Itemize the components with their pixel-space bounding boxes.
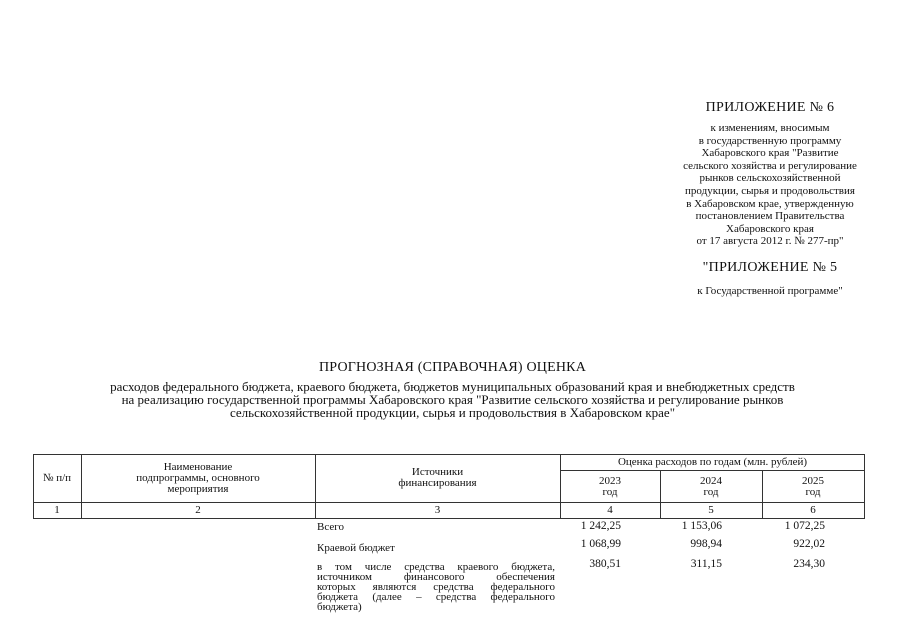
- annex-line: от 17 августа 2012 г. № 277-пр": [696, 235, 844, 248]
- estimate-table-header: [33, 454, 865, 519]
- header-source: [315, 462, 560, 494]
- annex-title: ПРИЛОЖЕНИЕ № 6: [705, 100, 835, 115]
- year-word: год: [602, 486, 618, 498]
- annex-line: в государственную программу: [698, 134, 842, 147]
- note-line: источником финансового обеспечения: [317, 571, 555, 583]
- year-word: год: [805, 486, 821, 498]
- annex-line: продукции, сырья и продовольствия: [685, 184, 855, 197]
- annex-line: Хабаровского края "Развитие: [701, 147, 839, 160]
- subtitle-line: на реализацию государственной программы Хабаровского края "Развитие сельского хозяйства и регулирование рынков: [121, 392, 784, 407]
- header-name-line: мероприятия: [167, 482, 229, 495]
- annex-line: к изменениям, вносимым: [710, 122, 830, 134]
- annex-line: Хабаровского края: [726, 222, 814, 235]
- table-border-numbers-bottom: [33, 518, 865, 519]
- value-2024: 311,15: [690, 558, 722, 570]
- annex-line: в Хабаровском крае, утвержденную: [686, 197, 854, 210]
- header-name-line: Наименование: [163, 460, 233, 473]
- header-year-2024: [660, 473, 762, 501]
- note-line: бюджета (далее – средства федерального: [317, 591, 555, 603]
- year-label: 2024: [700, 475, 722, 487]
- header-estimate: Оценка расходов по годам (млн. рублей): [617, 455, 808, 468]
- annex5-subtitle: к Государственной программе": [697, 284, 843, 297]
- annex-line: сельского хозяйства и регулирование: [683, 159, 857, 172]
- value-2024: 1 153,06: [681, 520, 722, 532]
- year-word: год: [703, 486, 719, 498]
- col-number: 4: [607, 504, 613, 516]
- note-line: которых являются средства федерального: [317, 581, 555, 593]
- col-number: 5: [708, 504, 714, 516]
- annex5-title: "ПРИЛОЖЕНИЕ № 5: [702, 259, 838, 275]
- note-line: бюджета): [317, 601, 362, 613]
- value-2023: 380,51: [589, 558, 621, 570]
- header-name: [81, 458, 315, 498]
- note-line: в том числе средства краевого бюджета,: [317, 561, 555, 573]
- header-source-line: Источники: [411, 466, 464, 478]
- header-source-line: финансирования: [398, 477, 477, 489]
- col-number: 1: [54, 504, 60, 516]
- col-number: 2: [195, 504, 201, 516]
- document-title: ПРОГНОЗНАЯ (СПРАВОЧНАЯ) ОЦЕНКА: [318, 360, 587, 375]
- value-2025: 922,02: [793, 538, 825, 550]
- col-number: 6: [810, 504, 816, 516]
- annex-line: рынков сельскохозяйственной: [699, 172, 841, 185]
- col-number: 3: [434, 504, 441, 516]
- header-name-line: подпрограммы, основного: [136, 471, 260, 484]
- header-num: № п/п: [42, 471, 72, 484]
- value-2023: 1 242,25: [580, 520, 621, 532]
- value-2023: 1 068,99: [580, 538, 621, 550]
- header-year-2023: [560, 473, 660, 501]
- table-border-estimate: [560, 470, 865, 471]
- header-year-2025: [762, 473, 864, 501]
- subtitle-line: расходов федерального бюджета, краевого бюджета, бюджетов муниципальных образований края и внебюджетных средств: [110, 379, 795, 394]
- value-2025: 1 072,25: [784, 520, 825, 532]
- subtitle-line: сельскохозяйственной продукции, сырья и продовольствия в Хабаровском крае": [229, 405, 676, 420]
- year-label: 2023: [599, 475, 621, 487]
- document-subtitle: [30, 380, 875, 419]
- annex-line: постановлением Правительства: [695, 210, 845, 223]
- value-2025: 234,30: [793, 558, 825, 570]
- value-2024: 998,94: [690, 538, 722, 550]
- row-label-total: Всего: [317, 521, 344, 533]
- year-label: 2025: [802, 475, 824, 487]
- annex-block: [640, 100, 900, 297]
- row-label-regional: Краевой бюджет: [317, 542, 395, 554]
